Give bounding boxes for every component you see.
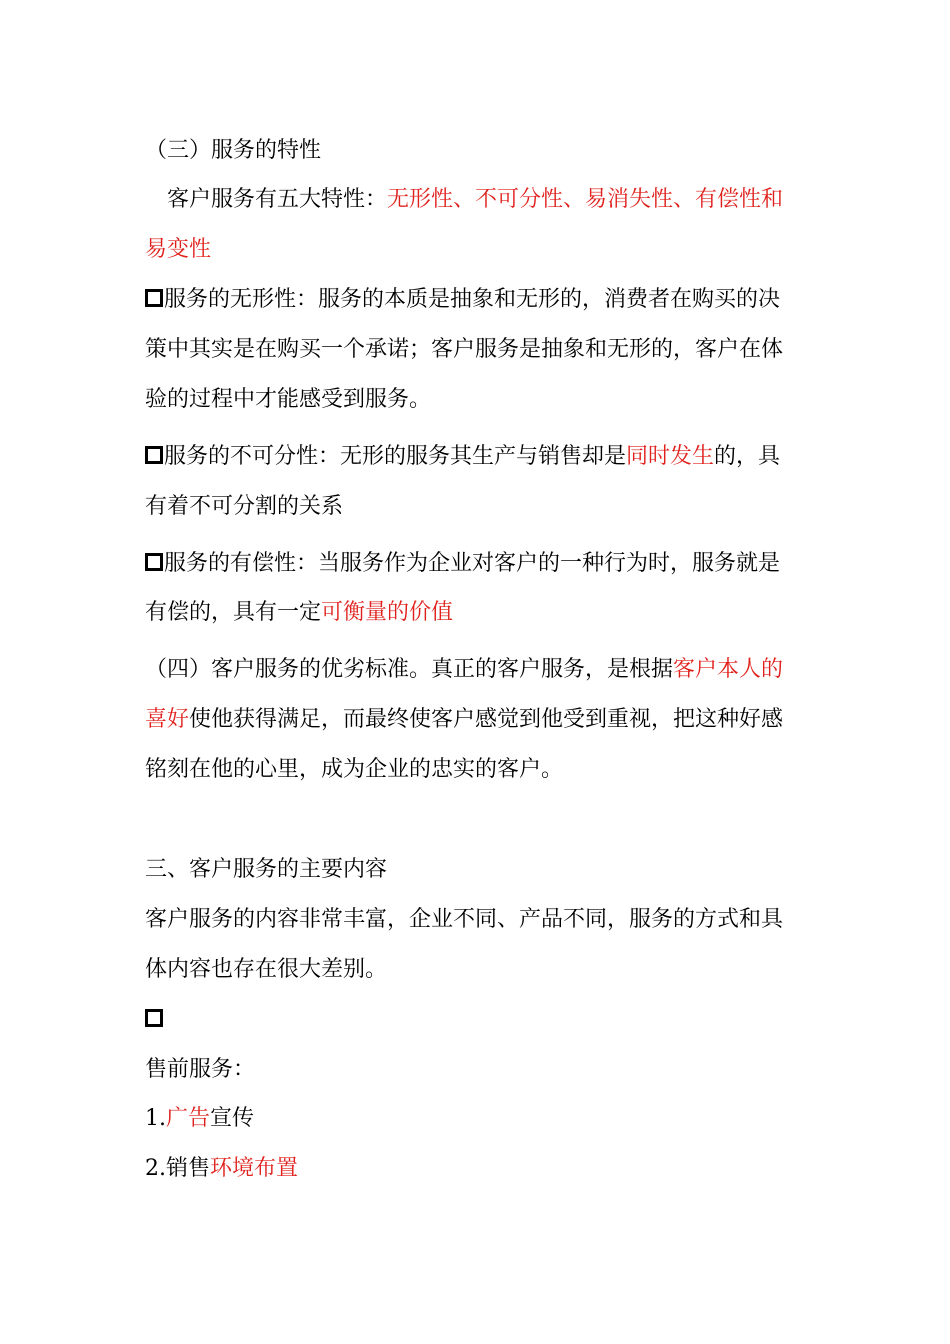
main-content-para-line-1: 客户服务的内容非常丰富，企业不同、产品不同，服务的方式和具 <box>145 907 784 932</box>
traits-line-1: 客户服务有五大特性：无形性、不可分性、易消失性、有偿性和 <box>167 187 784 212</box>
paid-line-2: 有偿的，具有一定可衡量的价值 <box>145 600 454 625</box>
main-content-para-line-2: 体内容也存在很大差别。 <box>145 957 388 982</box>
paid-line-1: 服务的有偿性：当服务作为企业对客户的一种行为时，服务就是 <box>145 549 805 579</box>
square-bullet-icon <box>145 289 163 307</box>
intangible-line-3: 验的过程中才能感受到服务。 <box>145 387 432 412</box>
traits-list: 无形性、不可分性、易消失性、有偿性和 <box>387 187 784 212</box>
square-bullet-icon <box>145 553 163 571</box>
section4-line-1: （四）客户服务的优劣标准。真正的客户服务，是根据客户本人的 <box>145 657 784 682</box>
presale-item-2: 2.销售环境布置 <box>145 1156 299 1181</box>
presale-label: 售前服务： <box>145 1057 256 1082</box>
section4-line-3: 铭刻在他的心里，成为企业的忠实的客户。 <box>145 757 564 782</box>
intangible-line-1: 服务的无形性：服务的本质是抽象和无形的，消费者在购买的决 <box>145 285 805 315</box>
standalone-bullet <box>145 1005 805 1035</box>
presale-item-1: 1.广告宣传 <box>145 1106 255 1131</box>
square-bullet-icon <box>145 446 163 464</box>
inseparable-line-2: 有着不可分割的关系 <box>145 494 344 519</box>
main-content-heading: 三、客户服务的主要内容 <box>145 857 388 882</box>
square-bullet-icon <box>145 1009 163 1027</box>
traits-line-2: 易变性 <box>145 237 212 262</box>
inseparable-line-1: 服务的不可分性：无形的服务其生产与销售却是同时发生的，具 <box>145 442 805 472</box>
intangible-line-2: 策中其实是在购买一个承诺；客户服务是抽象和无形的，客户在体 <box>145 337 784 362</box>
section4-line-2: 喜好使他获得满足，而最终使客户感觉到他受到重视，把这种好感 <box>145 707 784 732</box>
section3-heading: （三）服务的特性 <box>145 138 322 163</box>
